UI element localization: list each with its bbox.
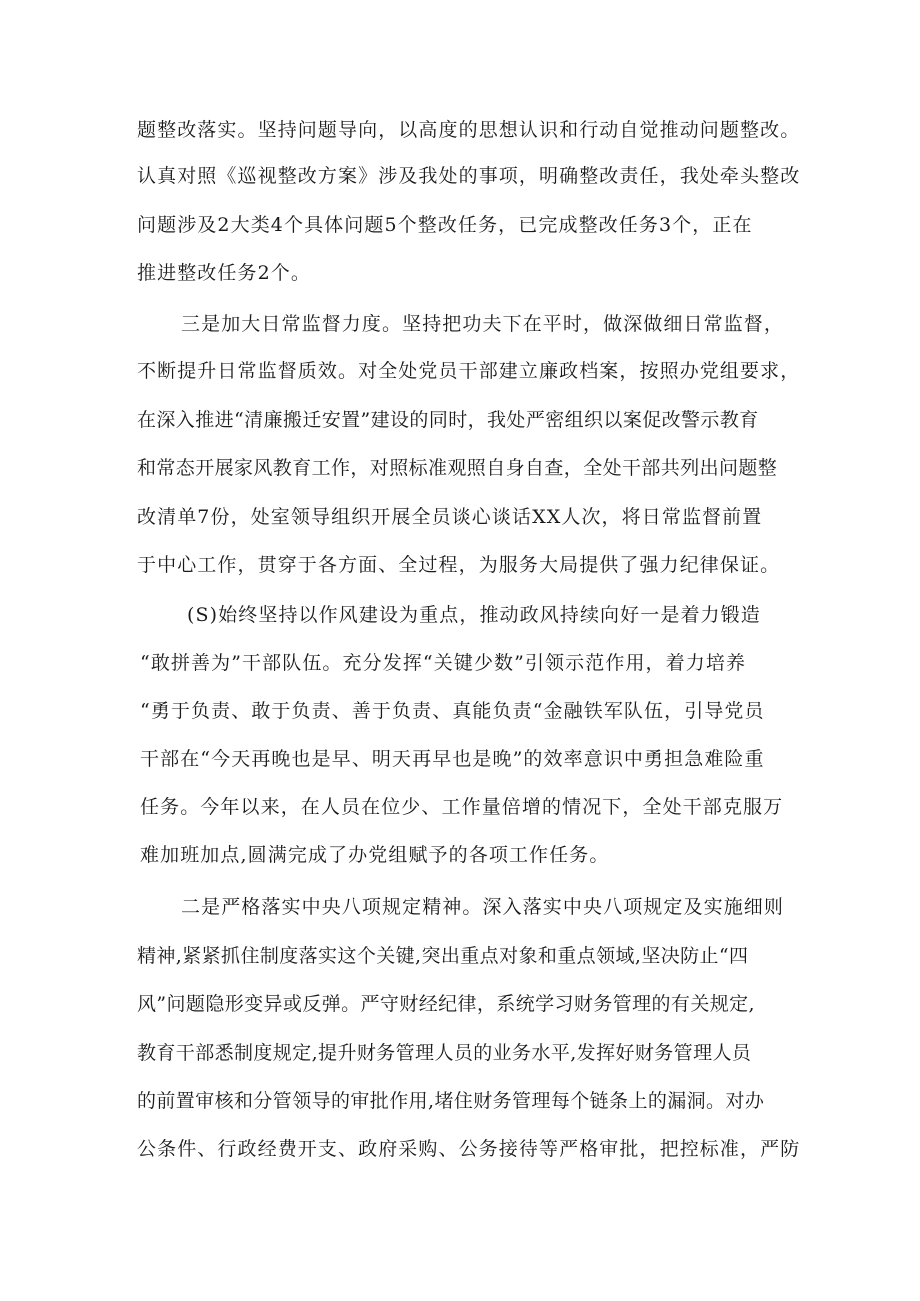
text-line: 公条件、行政经费开支、政府采购、公务接待等严格审批，把控标准，严防 — [137, 1138, 801, 1160]
text-line: 二是严格落实中央八项规定精神。深入落实中央八项规定及实施细则 — [181, 896, 785, 918]
text-line: “勇于负责、敢于负责、善于负责、真能负责“金融铁军队伍，引导党员 — [140, 700, 765, 722]
text-line: 推进整改任务2个。 — [137, 262, 311, 284]
text-line: 风”问题隐形变异或反弹。严守财经纪律，系统学习财务管理的有关规定, — [137, 993, 755, 1015]
text-line: 和常态开展家风教育工作，对照标准观照自身自查，全处干部共列出问题整 — [137, 457, 778, 479]
text-line: 精神,紧紧抓住制度落实这个关键,突出重点对象和重点领域,坚决防止“四 — [137, 945, 749, 967]
text-line: 三是加大日常监督力度。坚持把功夫下在平时，做深做细日常监督， — [181, 313, 785, 335]
text-line: 的前置审核和分管领导的审批作用,堵住财务管理每个链条上的漏洞。对办 — [137, 1090, 765, 1112]
text-line: 在深入推进“清廉搬迁安置”建设的同时，我处严密组织以案促改警示教育 — [137, 409, 759, 431]
text-line: “敢拼善为”干部队伍。充分发挥“关键少数”引领示范作用，着力培养 — [140, 652, 747, 674]
text-line: 教育干部悉制度规定,提升财务管理人员的业务水平,发挥好财务管理人员 — [137, 1042, 752, 1064]
text-line: 题整改落实。坚持问题导向，以高度的思想认识和行动自觉推动问题整改。 — [137, 119, 801, 141]
text-line: 不断提升日常监督质效。对全处党员干部建立廉政档案，按照办党组要求， — [137, 360, 801, 382]
text-line: 于中心工作，贯穿于各方面、全过程，为服务大局提供了强力纪律保证。 — [137, 554, 781, 576]
text-line: 改清单7份，处室领导组织开展全员谈心谈话XX人次，将日常监督前置 — [137, 506, 763, 528]
text-line: 难加班加点,圆满完成了办党组赋予的各项工作任务。 — [140, 844, 610, 866]
text-line: (S)始终坚持以作风建设为重点，推动政风持续向好一是着力锻造 — [187, 604, 761, 626]
text-line: 认真对照《巡视整改方案》涉及我处的事项，明确整改责任，我处牵头整改 — [137, 165, 801, 187]
text-line: 问题涉及2大类4个具体问题5个整改任务，已完成整改任务3个，正在 — [137, 214, 753, 236]
text-line: 干部在“今天再晚也是早、明天再早也是晚”的效率意识中勇担急难险重 — [140, 748, 765, 770]
text-line: 任务。今年以来，在人员在位少、工作量倍增的情况下，全处干部克服万 — [140, 796, 784, 818]
